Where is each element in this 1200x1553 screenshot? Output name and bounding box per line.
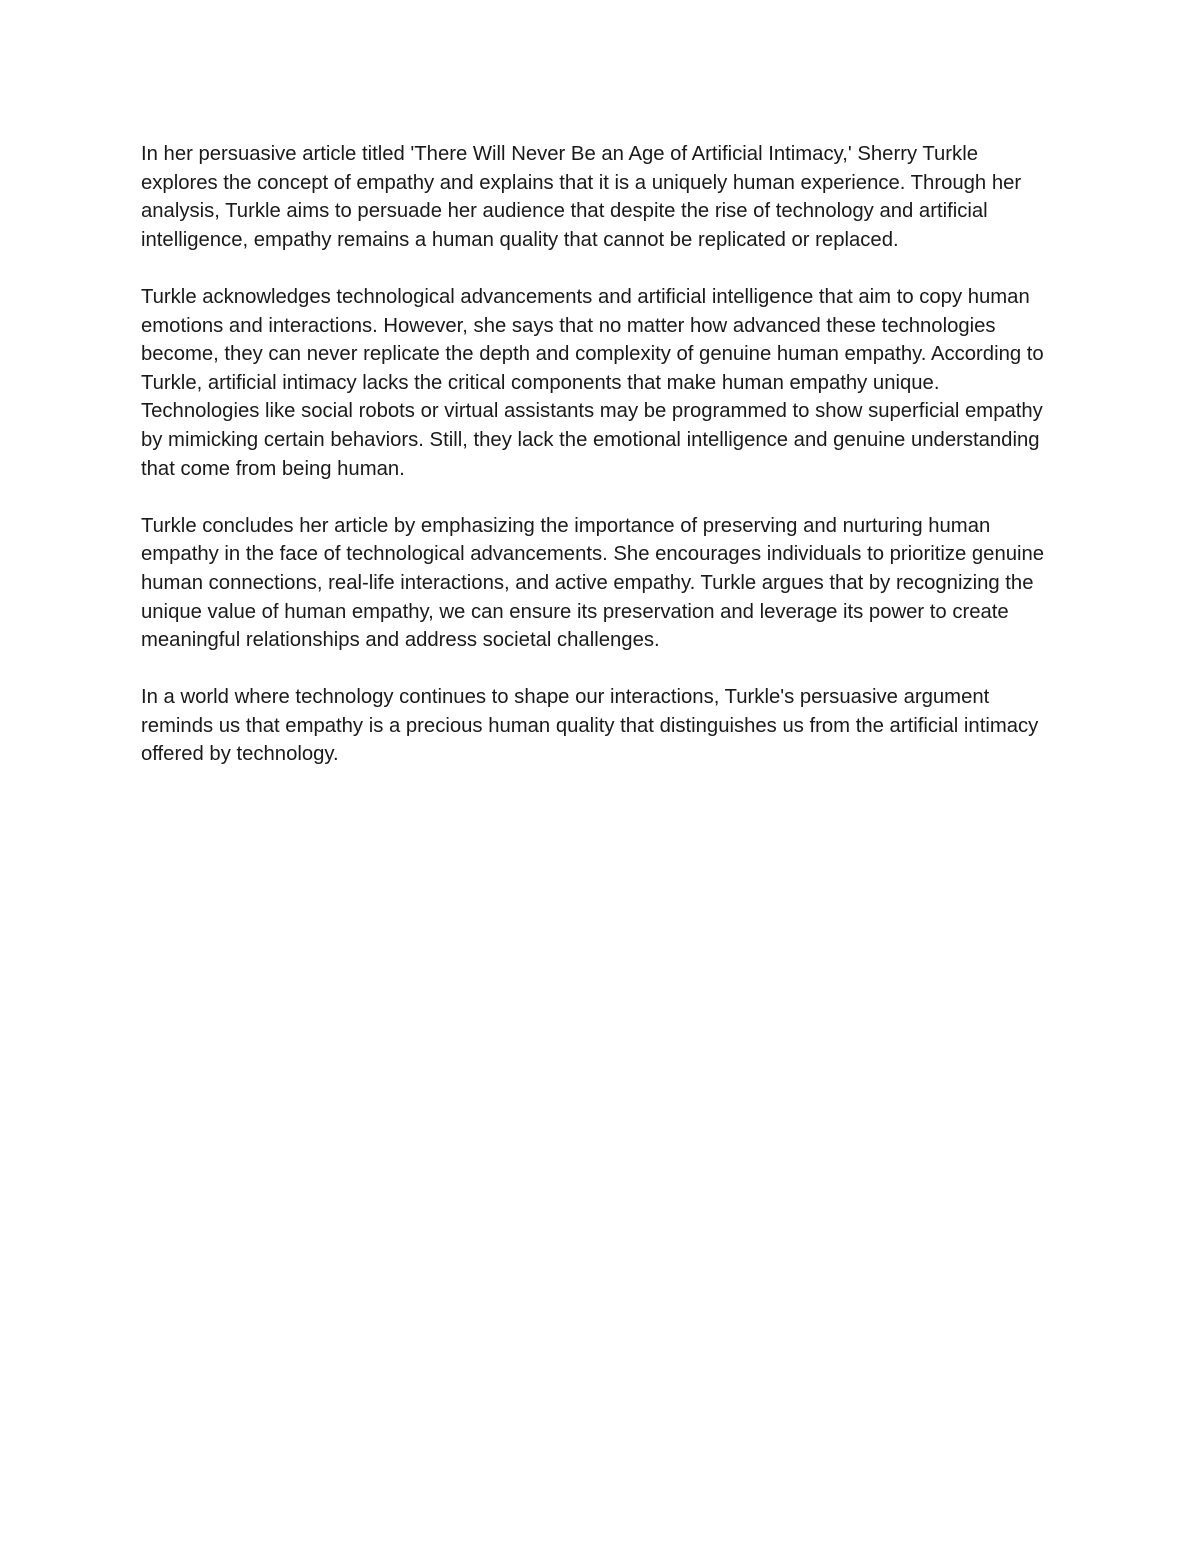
paragraph-introduction: In her persuasive article titled 'There Will Never Be an Age of Artificial Intimacy,' Sherry Turkle explores the concept of empathy and explains that it is a uniquely human experience. Through her analysis, Turkle aims to persuade her audience that despite the rise of technology and artificial intelligence, empathy remains a human quality that cannot be replicated or replaced.: [141, 143, 1022, 251]
paragraph-conclusion: Turkle concludes her article by emphasizing the importance of preserving and nurturing human empathy in the face of technological advancements. She encourages individuals to prioritize genuine human connections, real-life interactions, and active empathy. Turkle argues that by recognizing the unique value of human empathy, we can ensure its preservation and leverage its power to create meaningful relationships and address societal challenges.: [141, 514, 1045, 652]
document-body: [141, 140, 1056, 769]
paragraph-technology-limits: Turkle acknowledges technological advancements and artificial intelligence that aim to copy human emotions and interactions. However, she says that no matter how advanced these technologies become, they can never replicate the depth and complexity of genuine human empathy. According to Turkle, artificial intimacy lacks the critical components that make human empathy unique. Technologies like social robots or virtual assistants may be programmed to show superficial empathy by mimicking certain behaviors. Still, they lack the emotional intelligence and genuine understanding that come from being human.: [141, 285, 1044, 480]
paragraph-closing: In a world where technology continues to shape our interactions, Turkle's persuasive argument reminds us that empathy is a precious human quality that distinguishes us from the artificial intimacy offered by technology.: [141, 686, 1039, 766]
